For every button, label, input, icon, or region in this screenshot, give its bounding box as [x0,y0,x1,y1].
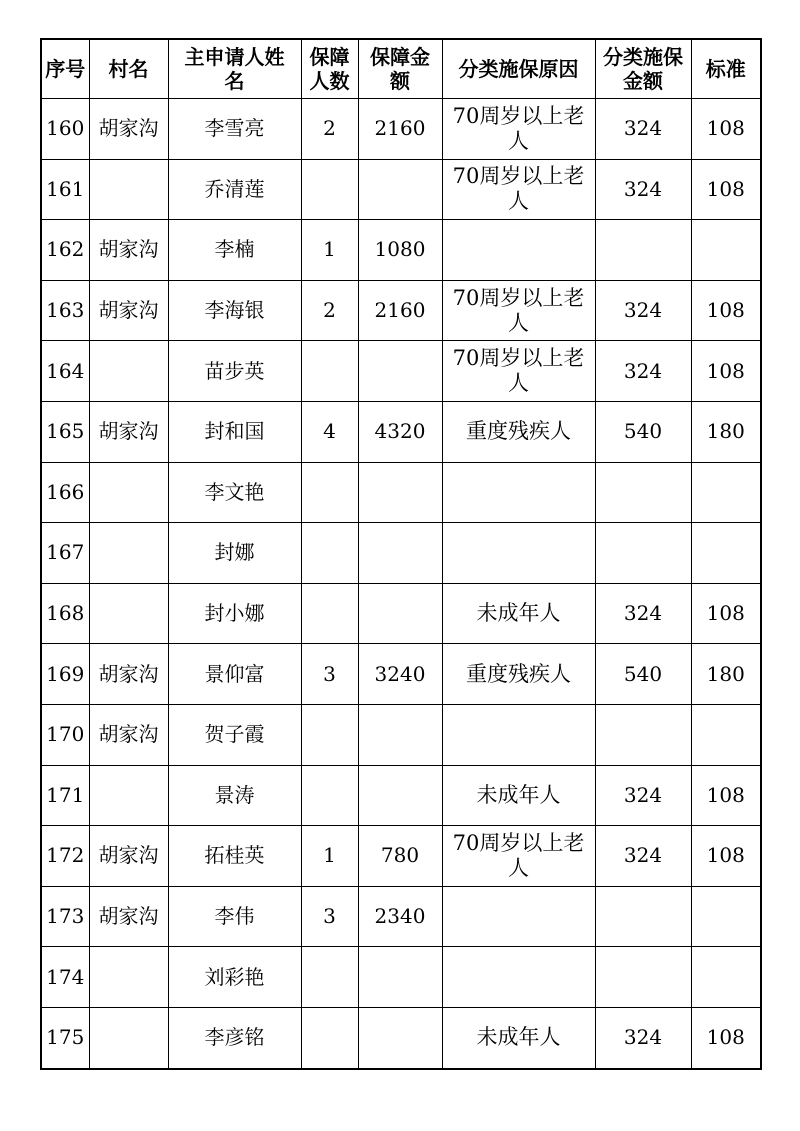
cell-applicant [168,947,301,1008]
cell-value: 108 [706,601,745,626]
cell-reason [442,220,595,281]
cell-applicant [168,341,301,402]
header-applicant [168,39,301,99]
cell-value: 108 [706,358,745,383]
header-label: 主申请人姓名 [184,45,285,93]
cell-value: 景涛 [214,782,255,807]
cell-applicant [168,826,301,887]
cell-village [89,826,168,887]
cell-value: 胡家沟 [98,419,159,444]
cell-value: 165 [46,419,85,444]
cell-standard [691,947,761,1008]
cell-standard [691,99,761,160]
cell-amount [358,826,442,887]
cell-class-amount [595,644,691,705]
cell-village [89,583,168,644]
header-reason [442,39,595,99]
cell-class-amount [595,401,691,462]
cell-value: 175 [46,1025,85,1050]
cell-persons [301,401,358,462]
cell-amount [358,401,442,462]
cell-reason [442,159,595,220]
table-row [41,947,761,1008]
cell-class-amount [595,341,691,402]
cell-reason [442,644,595,705]
cell-persons [301,704,358,765]
cell-value: 540 [623,419,663,444]
cell-no [41,947,89,1008]
cell-applicant [168,462,301,523]
cell-applicant [168,220,301,281]
cell-value: 李彦铭 [204,1025,265,1050]
cell-no [41,644,89,705]
header-label: 分类施保原因 [458,57,579,81]
header-no [41,39,89,99]
cell-value: 李海银 [204,298,265,323]
cell-value: 未成年人 [476,601,561,626]
cell-no [41,341,89,402]
cell-value: 324 [623,176,663,201]
cell-persons [301,1007,358,1068]
cell-value: 刘彩艳 [204,964,265,989]
table-row [41,704,761,765]
cell-class-amount [595,704,691,765]
cell-persons [301,523,358,584]
cell-value: 324 [623,843,663,868]
cell-value: 180 [706,661,745,686]
cell-applicant [168,1007,301,1068]
cell-persons [301,159,358,220]
cell-value: 4320 [374,419,426,444]
cell-class-amount [595,1007,691,1068]
cell-standard [691,159,761,220]
cell-reason [442,341,595,402]
cell-value: 174 [46,964,85,989]
header-class-amount [595,39,691,99]
cell-value: 1080 [374,237,426,262]
cell-class-amount [595,826,691,887]
cell-value: 3 [323,661,336,686]
cell-value: 168 [46,601,85,626]
cell-persons [301,280,358,341]
cell-value: 胡家沟 [98,661,159,686]
cell-amount [358,280,442,341]
cell-applicant [168,583,301,644]
cell-amount [358,462,442,523]
header-label: 保障金额 [370,45,430,93]
cell-village [89,462,168,523]
cell-amount [358,583,442,644]
cell-value: 胡家沟 [98,722,159,747]
cell-class-amount [595,583,691,644]
cell-amount [358,947,442,1008]
cell-standard [691,1007,761,1068]
cell-value: 70周岁以上老人 [452,285,585,335]
cell-class-amount [595,159,691,220]
header-row [41,39,761,99]
cell-reason [442,280,595,341]
cell-reason [442,583,595,644]
cell-standard [691,462,761,523]
cell-value: 169 [46,661,85,686]
cell-reason [442,765,595,826]
cell-no [41,583,89,644]
cell-applicant [168,644,301,705]
cell-amount [358,886,442,947]
cell-applicant [168,401,301,462]
cell-value: 108 [706,782,745,807]
cell-value: 未成年人 [476,1025,561,1050]
header-village [89,39,168,99]
cell-persons [301,947,358,1008]
cell-village [89,401,168,462]
cell-no [41,462,89,523]
cell-value: 重度残疾人 [466,419,571,444]
table-body [41,99,761,1069]
cell-amount [358,341,442,402]
table-row [41,462,761,523]
cell-no [41,220,89,281]
cell-value: 70周岁以上老人 [452,830,585,880]
cell-village [89,280,168,341]
cell-standard [691,280,761,341]
cell-applicant [168,280,301,341]
cell-amount [358,704,442,765]
cell-standard [691,704,761,765]
cell-persons [301,341,358,402]
cell-village [89,765,168,826]
cell-value: 胡家沟 [98,843,159,868]
table-row [41,220,761,281]
cell-reason [442,99,595,160]
cell-standard [691,826,761,887]
cell-applicant [168,159,301,220]
cell-no [41,401,89,462]
cell-amount [358,644,442,705]
cell-applicant [168,523,301,584]
cell-value: 162 [46,237,85,262]
cell-value: 2160 [374,298,426,323]
header-amount [358,39,442,99]
cell-no [41,826,89,887]
cell-value: 70周岁以上老人 [452,346,585,396]
cell-value: 3240 [374,661,426,686]
cell-standard [691,886,761,947]
cell-value: 780 [380,843,420,868]
cell-value: 2340 [374,904,426,929]
header-label: 分类施保金额 [603,45,683,93]
cell-no [41,99,89,160]
cell-class-amount [595,886,691,947]
table-row [41,159,761,220]
cell-value: 171 [46,782,85,807]
cell-amount [358,765,442,826]
cell-value: 封和国 [204,419,265,444]
cell-value: 70周岁以上老人 [452,164,585,214]
cell-class-amount [595,765,691,826]
cell-value: 景仰富 [204,661,265,686]
cell-amount [358,159,442,220]
cell-value: 2160 [374,116,426,141]
cell-value: 李雪亮 [204,116,265,141]
cell-value: 170 [46,722,85,747]
cell-value: 3 [323,904,336,929]
cell-no [41,765,89,826]
cell-value: 167 [46,540,85,565]
cell-class-amount [595,280,691,341]
cell-applicant [168,99,301,160]
cell-class-amount [595,220,691,281]
cell-value: 166 [46,479,85,504]
table-row [41,886,761,947]
table-row [41,1007,761,1068]
cell-standard [691,401,761,462]
cell-class-amount [595,99,691,160]
table-header [41,39,761,99]
table-row [41,523,761,584]
cell-value: 李楠 [214,237,255,262]
cell-value: 324 [623,116,663,141]
cell-reason [442,947,595,1008]
cell-value: 李文艳 [204,479,265,504]
cell-value: 324 [623,298,663,323]
cell-persons [301,220,358,281]
cell-class-amount [595,523,691,584]
cell-value: 胡家沟 [98,237,159,262]
cell-village [89,947,168,1008]
cell-no [41,704,89,765]
cell-reason [442,826,595,887]
cell-amount [358,523,442,584]
cell-value: 324 [623,1025,663,1050]
cell-reason [442,886,595,947]
table-row [41,583,761,644]
cell-value: 108 [706,116,745,141]
table-row [41,401,761,462]
cell-value: 163 [46,298,85,323]
cell-village [89,341,168,402]
cell-village [89,523,168,584]
cell-value: 封娜 [214,540,255,565]
cell-standard [691,644,761,705]
cell-value: 4 [323,419,336,444]
cell-value: 173 [46,904,85,929]
cell-no [41,159,89,220]
cell-amount [358,1007,442,1068]
cell-value: 108 [706,176,745,201]
table-row [41,341,761,402]
cell-persons [301,99,358,160]
cell-village [89,886,168,947]
table-row [41,280,761,341]
cell-value: 108 [706,1025,745,1050]
cell-value: 封小娜 [204,601,265,626]
cell-village [89,220,168,281]
cell-value: 2 [323,298,336,323]
header-persons [301,39,358,99]
cell-value: 苗步英 [204,358,265,383]
cell-standard [691,220,761,281]
cell-persons [301,826,358,887]
cell-reason [442,462,595,523]
header-label: 序号 [45,57,86,81]
cell-value: 540 [623,661,663,686]
cell-no [41,886,89,947]
cell-value: 180 [706,419,745,444]
cell-persons [301,765,358,826]
cell-standard [691,583,761,644]
cell-class-amount [595,462,691,523]
cell-applicant [168,886,301,947]
cell-standard [691,341,761,402]
cell-standard [691,523,761,584]
cell-amount [358,99,442,160]
table-row [41,644,761,705]
cell-value: 胡家沟 [98,904,159,929]
cell-value: 164 [46,358,85,383]
table-row [41,826,761,887]
cell-value: 324 [623,358,663,383]
cell-value: 李伟 [214,904,255,929]
cell-reason [442,704,595,765]
cell-value: 贺子霞 [204,722,265,747]
header-label: 保障人数 [309,45,350,93]
cell-value: 161 [46,176,85,201]
cell-village [89,704,168,765]
cell-value: 1 [323,843,336,868]
table-row [41,765,761,826]
cell-value: 拓桂英 [204,843,265,868]
allowance-table [40,38,762,1070]
cell-value: 未成年人 [476,782,561,807]
cell-persons [301,462,358,523]
cell-reason [442,523,595,584]
cell-value: 胡家沟 [98,116,159,141]
cell-value: 108 [706,298,745,323]
table-row [41,99,761,160]
cell-reason [442,1007,595,1068]
cell-village [89,1007,168,1068]
cell-value: 胡家沟 [98,298,159,323]
header-label: 标准 [705,57,746,81]
cell-value: 70周岁以上老人 [452,103,585,153]
cell-persons [301,583,358,644]
cell-standard [691,765,761,826]
cell-value: 160 [46,116,85,141]
cell-reason [442,401,595,462]
header-label: 村名 [108,57,149,81]
cell-class-amount [595,947,691,1008]
cell-village [89,159,168,220]
header-standard [691,39,761,99]
cell-value: 乔清莲 [204,176,265,201]
cell-value: 324 [623,601,663,626]
cell-value: 172 [46,843,85,868]
cell-no [41,1007,89,1068]
cell-no [41,280,89,341]
cell-applicant [168,765,301,826]
cell-applicant [168,704,301,765]
cell-amount [358,220,442,281]
cell-value: 2 [323,116,336,141]
cell-value: 108 [706,843,745,868]
cell-value: 1 [323,237,336,262]
cell-village [89,99,168,160]
cell-no [41,523,89,584]
cell-persons [301,886,358,947]
cell-value: 324 [623,782,663,807]
cell-village [89,644,168,705]
cell-value: 重度残疾人 [466,661,571,686]
cell-persons [301,644,358,705]
